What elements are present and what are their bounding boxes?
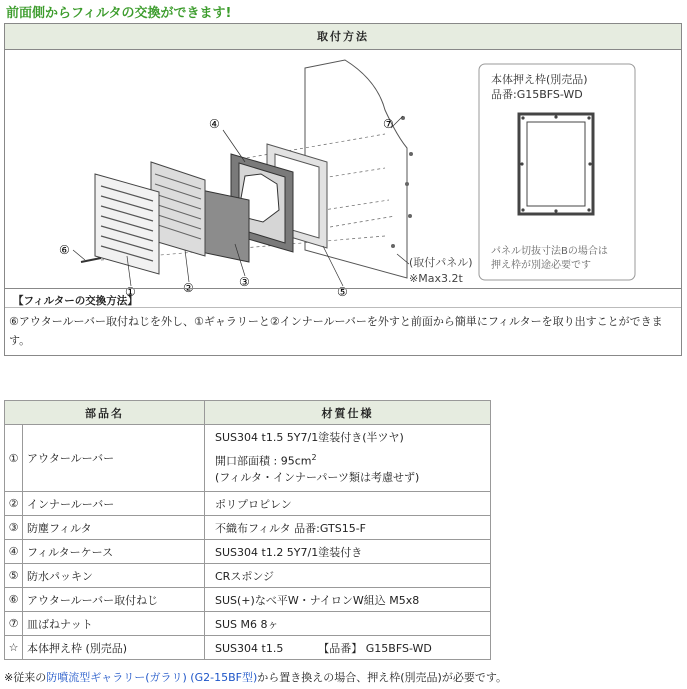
row-num: ⑥ [5, 588, 23, 612]
dust-filter [201, 190, 249, 262]
row-num: ③ [5, 516, 23, 540]
callout-2: ② [183, 281, 194, 295]
table-row [5, 636, 491, 660]
row-spec-line: SUS304 t1.5 5Y7/1塗装付き(半ツヤ) [215, 431, 404, 444]
pressing-frame-illustration [519, 114, 593, 214]
callout-7: ⑦ [383, 117, 394, 131]
replace-method-title: 【フィルターの交換方法】 [5, 288, 681, 308]
table-row [5, 588, 491, 612]
callout-5: ⑤ [337, 285, 348, 299]
callout-3: ③ [239, 275, 250, 289]
row-part-name: アウタールーバー取付ねじ [23, 588, 205, 612]
row-spec: SUS304 t1.5 【品番】 G15BFS-WD [205, 636, 491, 660]
outer-louver [95, 174, 159, 274]
footnote-prefix: ※従来の [4, 671, 47, 684]
header-material: 材質仕様 [205, 401, 491, 425]
exploded-diagram [5, 50, 681, 299]
table-row [5, 516, 491, 540]
row-part-name: フィルターケース [23, 540, 205, 564]
row-part-name: 防水パッキン [23, 564, 205, 588]
table-header-row [5, 401, 491, 425]
parts-table [4, 400, 491, 660]
row-spec-line: (フィルタ・インナーパーツ類は考慮せず) [215, 471, 420, 484]
installation-section [4, 23, 682, 356]
callout-4: ④ [209, 117, 220, 131]
footnote [4, 669, 507, 685]
row-spec: 不織布フィルタ 品番:GTS15-F [205, 516, 491, 540]
panel-label: (取付パネル) [409, 256, 473, 269]
table-row [5, 564, 491, 588]
header-part-name: 部品名 [5, 401, 205, 425]
row-spec: SUS M6 8ヶ [205, 612, 491, 636]
row-num: ☆ [5, 636, 23, 660]
row-num: ① [5, 425, 23, 492]
row-num: ⑦ [5, 612, 23, 636]
row-spec: ポリプロピレン [205, 492, 491, 516]
inset-note-1: パネル切抜寸法Bの場合は [491, 246, 608, 257]
inset-part-no: 品番:G15BFS-WD [491, 88, 583, 101]
louver-screw [81, 258, 101, 262]
row-part-name: インナールーバー [23, 492, 205, 516]
row-spec [205, 425, 491, 492]
table-row [5, 540, 491, 564]
row-part-name: アウタールーバー [23, 425, 205, 492]
table-row [5, 612, 491, 636]
row-spec: CRスポンジ [205, 564, 491, 588]
table-row [5, 492, 491, 516]
row-spec-area [215, 448, 486, 468]
inset-title: 本体押え枠(別売品) [491, 73, 588, 86]
panel-max: ※Max3.2t [409, 272, 463, 285]
row-part-name: 本体押え枠 (別売品) [23, 636, 205, 660]
row-spec: SUS(+)なべ平W・ナイロンW組込 M5x8 [205, 588, 491, 612]
row-part-name: 皿ばねナット [23, 612, 205, 636]
footnote-suffix: から置き換えの場合、押え枠(別売品)が必要です。 [257, 671, 507, 684]
row-num: ② [5, 492, 23, 516]
row-num: ⑤ [5, 564, 23, 588]
row-spec: SUS304 t1.2 5Y7/1塗装付き [205, 540, 491, 564]
row-spec-area-sup: 2 [311, 453, 317, 462]
callout-1: ① [125, 285, 136, 299]
replace-method-text: ⑥アウタールーバー取付ねじを外し、①ギャラリーと②インナールーバーを外すと前面から簡単にフィルターを取り出すことができます。 [9, 315, 663, 347]
row-num: ④ [5, 540, 23, 564]
row-part-name: 防塵フィルタ [23, 516, 205, 540]
gallery-link[interactable]: 防噴流型ギャラリー(ガラリ) (G2-15BF型) [46, 671, 258, 684]
exploded-diagram-svg [5, 50, 681, 299]
table-row [5, 425, 491, 492]
headline: 前面側からフィルタの交換ができます! [6, 6, 232, 21]
installation-header: 取付方法 [5, 24, 681, 50]
inset-note-2: 押え枠が別途必要です [491, 260, 591, 271]
row-spec-area-text: 開口部面積 : 95cm [215, 454, 312, 468]
callout-6: ⑥ [59, 243, 70, 257]
